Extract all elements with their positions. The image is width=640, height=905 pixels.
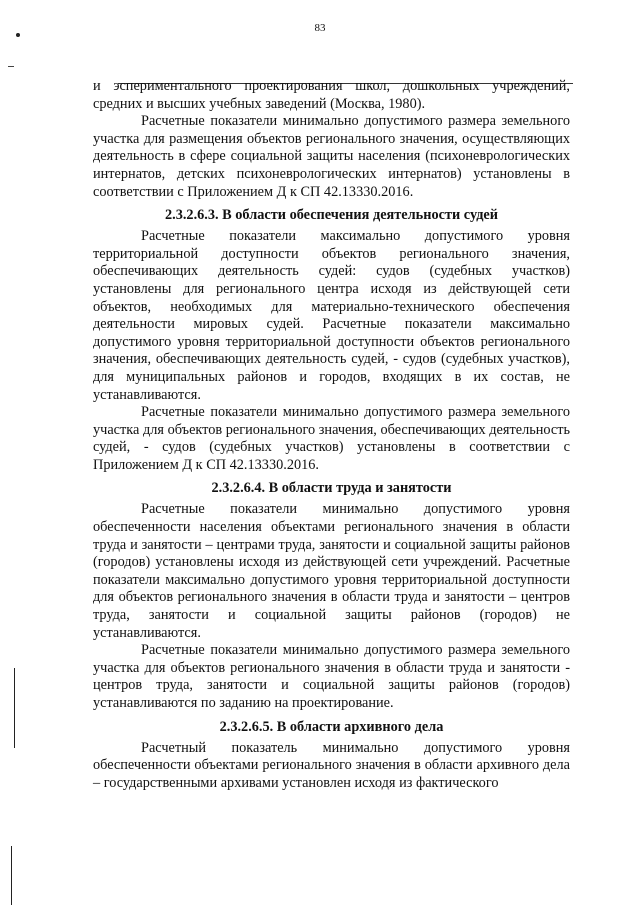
scan-margin-line [14, 668, 15, 748]
scan-mark [8, 66, 14, 67]
document-body [93, 78, 570, 792]
scan-speck [16, 33, 20, 37]
paragraph: и эспериментального проектирования школ, дошкольных учреждений, средних и высших учебных заведений (Москва, 1980). [93, 78, 570, 112]
scan-margin-line [11, 846, 12, 905]
section-heading: 2.3.2.6.3. В области обеспечения деятельности судей [164, 207, 499, 224]
section-heading: 2.3.2.6.4. В области труда и занятости [211, 480, 452, 497]
paragraph: Расчетные показатели минимально допустимого уровня обеспеченности населения объектами регионального значения в области труда и занятости – центрами труда, занятости и социальной защиты районов (городов) установлены исходя из действующей сети учреждений. Расчетные показатели максимально допустимого уровня территориальной доступности для объектов регионального значения в области труда и занятости – центров труда, занятости и социальной защиты районов (городов) не устанавливаются. [93, 501, 570, 641]
paragraph: Расчетные показатели минимально допустимого размера земельного участка для объектов регионального значения, обеспечивающих деятельность судей, - судов (судебных участков) установлены в соответствии с Приложением Д к СП 42.13330.2016. [93, 404, 570, 473]
paragraph: Расчетные показатели минимально допустимого размера земельного участка для объектов регионального значения в области труда и занятости - центров труда, занятости и социальной защиты районов (городов) устанавливаются по заданию на проектирование. [93, 642, 570, 711]
paragraph: Расчетные показатели минимально допустимого размера земельного участка для размещения объектов регионального значения, осуществляющих деятельность в сфере социальной защиты населения (психоневрологических интернатов, детских психоневрологических интернатов) установлены в соответствии с Приложением Д к СП 42.13330.2016. [93, 113, 570, 200]
paragraph: Расчетный показатель минимально допустимого уровня обеспеченности объектами регионального значения в области архивного дела – государственными архивами установлен исходя из фактического [93, 739, 570, 791]
section-heading: 2.3.2.6.5. В области архивного дела [219, 718, 444, 735]
page-number: 83 [314, 22, 326, 34]
paragraph: Расчетные показатели максимально допустимого уровня территориальной доступности объектов регионального значения, обеспечивающих деятельность судей: судов (судебных участков) установлены для регионального центра исходя из действующей сети объектов, необходимых для материально-технического обеспечения деятельности мировых судей. Расчетные показатели максимально допустимого уровня территориальной доступности объектов регионального значения, обеспечивающих деятельность судей, - судов (судебных участков), для муниципальных районов и городов, входящих в их состав, не устанавливаются. [93, 228, 570, 403]
